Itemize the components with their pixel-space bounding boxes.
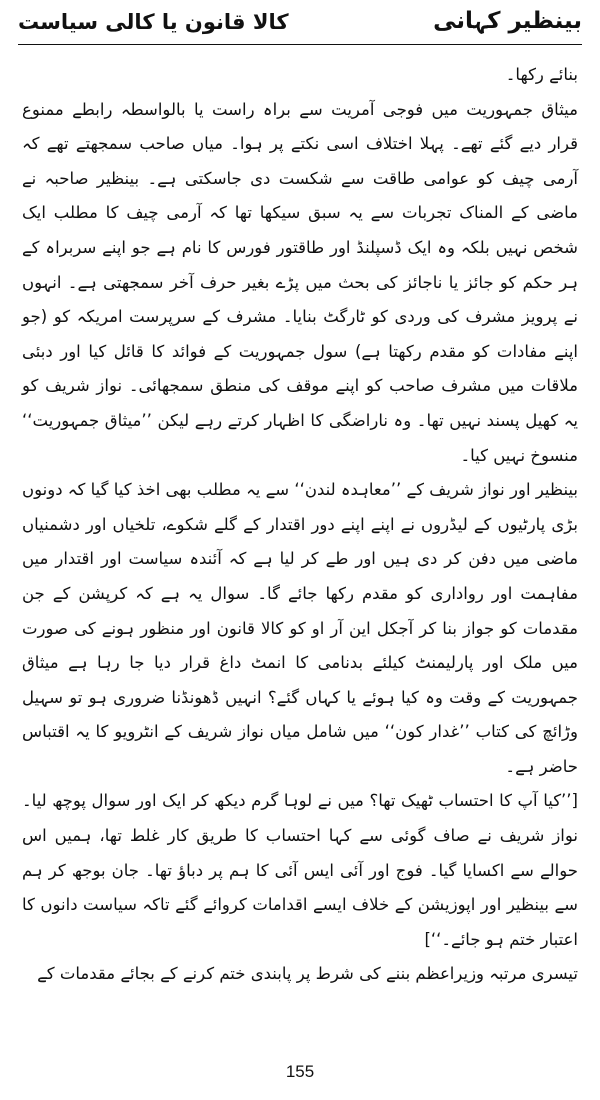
running-header (18, 6, 582, 46)
paragraph: میثاق جمہوریت میں فوجی آمریت سے براہ راست یا بالواسطہ رابطے ممنوع قرار دیے گئے تھے۔ پہلا اختلاف اسی نکتے پر ہوا۔ میاں صاحب سمجھتے تھے کہ آرمی چیف کو عوامی طاقت سے شکست دی جاسکتی ہے۔ بینظیر صاحبہ نے ماضی کے المناک تجربات سے یہ سبق سیکھا تھا کہ آرمی چیف کا مطلب ایک شخص نہیں بلکہ وہ ایک ڈسپلنڈ اور طاقتور فورس کا نام ہے جو اپنے سربراہ کے ہر حکم کو جائز یا ناجائز کی بحث میں پڑے بغیر حرف آخر سمجھتی ہے۔ انہوں نے پرویز مشرف کی وردی کو ٹارگٹ بنایا۔ مشرف کے سرپرست امریکہ کو (جو اپنے مفادات کو مقدم رکھتا ہے) سول جمہوریت کے فوائد کا قائل کیا اور دبئی ملاقات میں مشرف صاحب کو اپنے موقف کی منطق سمجھائی۔ نواز شریف کو یہ کھیل پسند نہیں تھا۔ وہ ناراضگی کا اظہار کرتے رہے لیکن ’’میثاق جمہوریت‘‘ منسوخ نہیں کیا۔ (22, 99, 578, 465)
quoted-interview-paragraph: [’’کیا آپ کا احتساب ٹھیک تھا؟ میں نے لوہا گرم دیکھ کر ایک اور سوال پوچھ لیا۔ نواز شریف نے صاف گوئی سے کہا احتساب کا طریق کار غلط تھا، ہمیں اس حوالے سے اکسایا گیا۔ فوج اور آئی ایس آئی کا ہم پر دباؤ تھا۔ جان بوجھ کر ہم سے بینظیر اور اپوزیشن کے خلاف ایسے اقدامات کروائے گئے تاکہ سیاست دانوں کا اعتبار ختم ہو جائے۔‘‘] (22, 791, 578, 949)
book-title: بینظیر کہانی (433, 8, 582, 34)
header-rule (18, 44, 582, 45)
paragraph: بینظیر اور نواز شریف کے ’’معاہدہ لندن‘‘ سے یہ مطلب بھی اخذ کیا گیا کہ دونوں بڑی پارٹیوں کے لیڈروں نے اپنے اپنے دور اقتدار کے گلے شکوے، تلخیاں اور دشمنیاں ماضی میں دفن کر دی ہیں اور طے کر لیا ہے کہ آئندہ سیاست اور اقتدار میں مفاہمت اور رواداری کو مقدم رکھا جائے گا۔ سوال یہ ہے کہ کرپشن کے جن مقدمات کو جواز بنا کر آجکل این آر او کو کالا قانون اور منظور ہونے کی صورت میں ملک اور پارلیمنٹ کیلئے بدنامی کا انمٹ داغ قرار دیا جا رہا ہے میثاق جمہوریت کے وقت وہ کیا ہوئے یا کہاں گئے؟ انہیں ڈھونڈنا ضروری ہو تو سہیل وڑائچ کی کتاب ’’غدار کون‘‘ میں شامل میاں نواز شریف کے انٹرویو کا یہ اقتباس حاضر ہے۔ (22, 480, 578, 776)
chapter-title: کالا قانون یا کالی سیاست (18, 10, 289, 34)
paragraph: بنائے رکھا۔ (505, 65, 578, 84)
body-text (22, 58, 578, 992)
page-number: 155 (285, 1062, 315, 1081)
paragraph: تیسری مرتبہ وزیراعظم بننے کی شرط پر پابندی ختم کرنے کے بجائے مقدمات کے (37, 964, 578, 984)
